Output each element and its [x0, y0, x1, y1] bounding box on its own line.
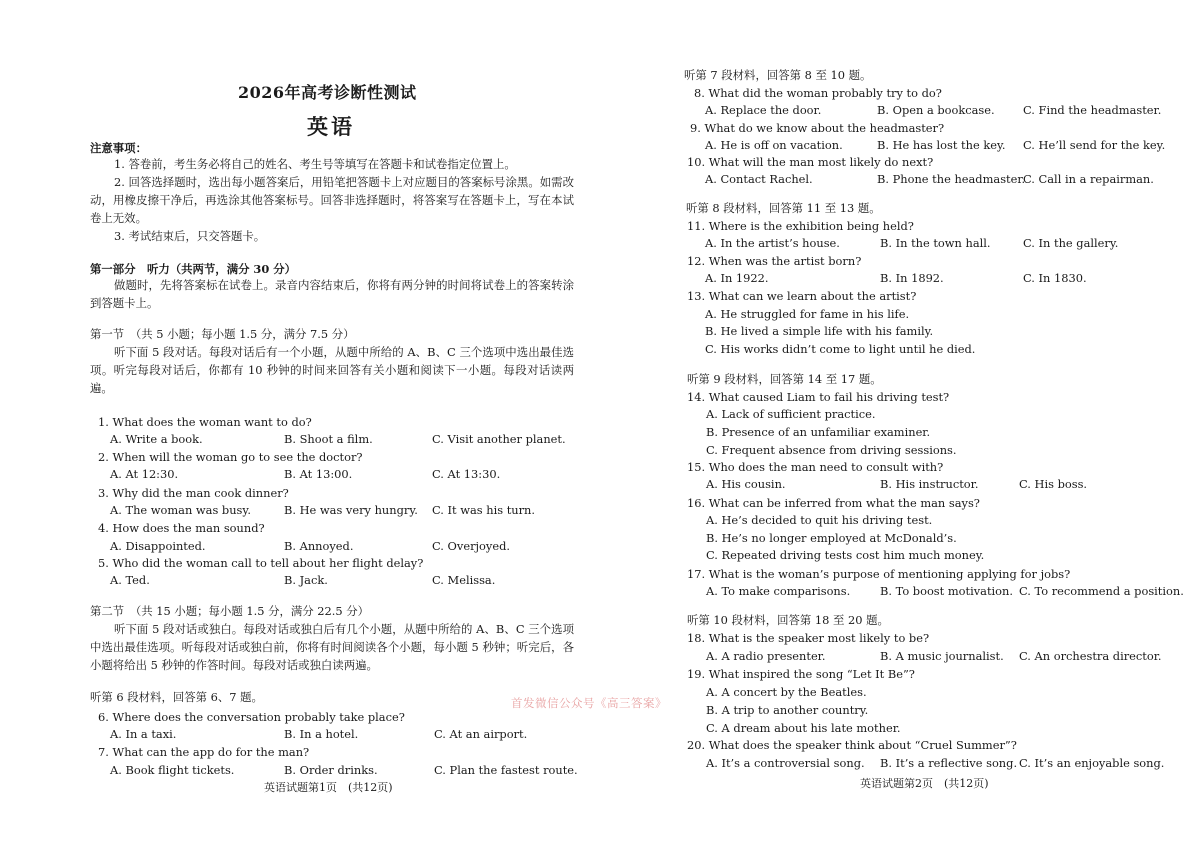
exam-page-2 — [684, 0, 1184, 849]
q2-option-a: A. At 12:30. — [110, 467, 179, 481]
q5-option-a: A. Ted. — [110, 573, 150, 587]
question-19: 19. What inspired the song “Let It Be”? — [687, 667, 915, 681]
question-18: 18. What is the speaker most likely to be? — [687, 631, 930, 645]
q11-option-b: B. In the town hall. — [880, 236, 991, 250]
question-11: 11. Where is the exhibition being held? — [687, 219, 914, 233]
q17-option-c: C. To recommend a position. — [1019, 584, 1184, 598]
q10-option-c: C. Call in a repairman. — [1023, 172, 1154, 186]
q3-option-a: A. The woman was busy. — [110, 503, 251, 517]
q14-option-c: C. Frequent absence from driving sessions. — [706, 443, 957, 457]
notice-item-3: 3. 考试结束后，只交答题卡。 — [114, 229, 266, 243]
subject-title: 英语 — [307, 114, 355, 139]
q17-option-b: B. To boost motivation. — [880, 584, 1013, 598]
q2-option-c: C. At 13:30. — [432, 467, 501, 481]
section2-instructions: 听下面 5 段对话或独白。每段对话或独白后有几个小题，从题中所给的 A、B、C 三个选项中选出最佳选项。听每段对话或独白前，你将有时间阅读各个小题，每小题 5 秒钟；听完后，各小题将给出 5 秒钟的作答时间。每段对话或独白读两遍。 — [90, 622, 574, 672]
section1-instructions: 听下面 5 段对话。每段对话后有一个小题，从题中所给的 A、B、C 三个选项中选出最佳选项。听完每段对话后，你都有 10 秒钟的时间来回答有关小题和阅读下一小题。每段对话读两遍。 — [90, 345, 574, 395]
q10-option-a: A. Contact Rachel. — [705, 172, 813, 186]
watermark-text: 首发微信公众号《高三答案》 — [511, 696, 667, 710]
q15-option-a: A. His cousin. — [706, 477, 786, 491]
q5-option-b: B. Jack. — [284, 573, 328, 587]
q12-option-b: B. In 1892. — [880, 271, 944, 285]
q18-option-a: A. A radio presenter. — [706, 649, 826, 663]
material-6-heading: 听第 6 段材料，回答第 6、7 题。 — [90, 690, 263, 704]
question-3: 3. Why did the man cook dinner? — [98, 486, 289, 500]
page-footer-1: 英语试题第1页 (共12页) — [264, 781, 393, 794]
material-7-heading: 听第 7 段材料，回答第 8 至 10 题。 — [684, 68, 872, 82]
q15-option-c: C. His boss. — [1019, 477, 1088, 491]
notice-item-2: 2. 回答选择题时，选出每小题答案后，用铅笔把答题卡上对应题目的答案标号涂黑。如需改动，用橡皮擦干净后，再选涂其他答案标号。回答非选择题时，将答案写在答题卡上，写在本试卷上无效。 — [90, 175, 574, 225]
q17-option-a: A. To make comparisons. — [706, 584, 851, 598]
material-8-heading: 听第 8 段材料，回答第 11 至 13 题。 — [686, 201, 881, 215]
question-1: 1. What does the woman want to do? — [98, 415, 312, 429]
question-16: 16. What can be inferred from what the man says? — [687, 496, 980, 510]
page-footer-2: 英语试题第2页 (共12页) — [860, 777, 989, 790]
q7-option-b: B. Order drinks. — [284, 763, 378, 777]
q4-option-c: C. Overjoyed. — [432, 539, 510, 553]
q18-option-b: B. A music journalist. — [880, 649, 1004, 663]
q14-option-a: A. Lack of sufficient practice. — [706, 407, 876, 421]
q3-option-b: B. He was very hungry. — [284, 503, 418, 517]
q2-option-b: B. At 13:00. — [284, 467, 353, 481]
q12-option-c: C. In 1830. — [1023, 271, 1087, 285]
q4-option-b: B. Annoyed. — [284, 539, 354, 553]
q20-option-a: A. It’s a controversial song. — [706, 756, 865, 770]
q6-option-a: A. In a taxi. — [110, 727, 177, 741]
question-8: 8. What did the woman probably try to do? — [694, 86, 942, 100]
question-20: 20. What does the speaker think about “Cruel Summer”? — [687, 738, 1017, 752]
exam-page-1 — [88, 0, 578, 849]
q16-option-a: A. He’s decided to quit his driving test. — [706, 513, 933, 527]
q13-option-a: A. He struggled for fame in his life. — [705, 307, 910, 321]
q12-option-a: A. In 1922. — [705, 271, 769, 285]
q19-option-c: C. A dream about his late mother. — [706, 721, 901, 735]
q18-option-c: C. An orchestra director. — [1019, 649, 1162, 663]
q9-option-b: B. He has lost the key. — [877, 138, 1006, 152]
question-9: 9. What do we know about the headmaster? — [690, 121, 945, 135]
q20-option-b: B. It’s a reflective song. — [880, 756, 1018, 770]
part1-heading: 第一部分 听力（共两节，满分 30 分） — [90, 262, 297, 276]
q1-option-a: A. Write a book. — [110, 432, 203, 446]
q5-option-c: C. Melissa. — [432, 573, 496, 587]
q8-option-c: C. Find the headmaster. — [1023, 103, 1162, 117]
q6-option-b: B. In a hotel. — [284, 727, 359, 741]
material-9-heading: 听第 9 段材料，回答第 14 至 17 题。 — [687, 372, 882, 386]
q19-option-b: B. A trip to another country. — [706, 703, 869, 717]
q9-option-a: A. He is off on vacation. — [705, 138, 843, 152]
question-17: 17. What is the woman’s purpose of mentioning applying for jobs? — [687, 567, 1071, 581]
question-5: 5. Who did the woman call to tell about her flight delay? — [98, 556, 424, 570]
q16-option-c: C. Repeated driving tests cost him much money. — [706, 548, 985, 562]
q19-option-a: A. A concert by the Beatles. — [706, 685, 867, 699]
material-10-heading: 听第 10 段材料，回答第 18 至 20 题。 — [687, 613, 889, 627]
q8-option-a: A. Replace the door. — [705, 103, 822, 117]
section2-heading: 第二节 （共 15 小题；每小题 1.5 分，满分 22.5 分） — [90, 604, 370, 618]
q11-option-a: A. In the artist’s house. — [705, 236, 840, 250]
part1-instructions: 做题时，先将答案标在试卷上。录音内容结束后，你将有两分钟的时间将试卷上的答案转涂到答题卡上。 — [90, 278, 574, 310]
q1-option-b: B. Shoot a film. — [284, 432, 373, 446]
question-6: 6. Where does the conversation probably take place? — [98, 710, 405, 724]
q10-option-b: B. Phone the headmaster. — [877, 172, 1026, 186]
q7-option-a: A. Book flight tickets. — [110, 763, 235, 777]
q13-option-c: C. His works didn’t come to light until he died. — [705, 342, 976, 356]
question-2: 2. When will the woman go to see the doctor? — [98, 450, 363, 464]
q4-option-a: A. Disappointed. — [110, 539, 206, 553]
q8-option-b: B. Open a bookcase. — [877, 103, 995, 117]
q3-option-c: C. It was his turn. — [432, 503, 536, 517]
q6-option-c: C. At an airport. — [434, 727, 528, 741]
notice-heading: 注意事项： — [90, 141, 147, 155]
question-14: 14. What caused Liam to fail his driving test? — [687, 390, 950, 404]
section1-heading: 第一节 （共 5 小题；每小题 1.5 分，满分 7.5 分） — [90, 327, 355, 341]
notice-item-1: 1. 答卷前，考生务必将自己的姓名、考生号等填写在答题卡和试卷指定位置上。 — [114, 157, 516, 171]
question-4: 4. How does the man sound? — [98, 521, 265, 535]
question-7: 7. What can the app do for the man? — [98, 745, 310, 759]
q15-option-b: B. His instructor. — [880, 477, 979, 491]
question-13: 13. What can we learn about the artist? — [687, 289, 917, 303]
question-12: 12. When was the artist born? — [687, 254, 862, 268]
q1-option-c: C. Visit another planet. — [432, 432, 566, 446]
q7-option-c: C. Plan the fastest route. — [434, 763, 578, 777]
question-15: 15. Who does the man need to consult with? — [687, 460, 944, 474]
q16-option-b: B. He’s no longer employed at McDonald’s. — [706, 531, 957, 545]
q11-option-c: C. In the gallery. — [1023, 236, 1119, 250]
q9-option-c: C. He’ll send for the key. — [1023, 138, 1166, 152]
question-10: 10. What will the man most likely do next? — [687, 155, 934, 169]
q13-option-b: B. He lived a simple life with his family. — [705, 324, 934, 338]
exam-title: 2026年高考诊断性测试 — [238, 83, 417, 102]
q14-option-b: B. Presence of an unfamiliar examiner. — [706, 425, 931, 439]
q20-option-c: C. It’s an enjoyable song. — [1019, 756, 1165, 770]
